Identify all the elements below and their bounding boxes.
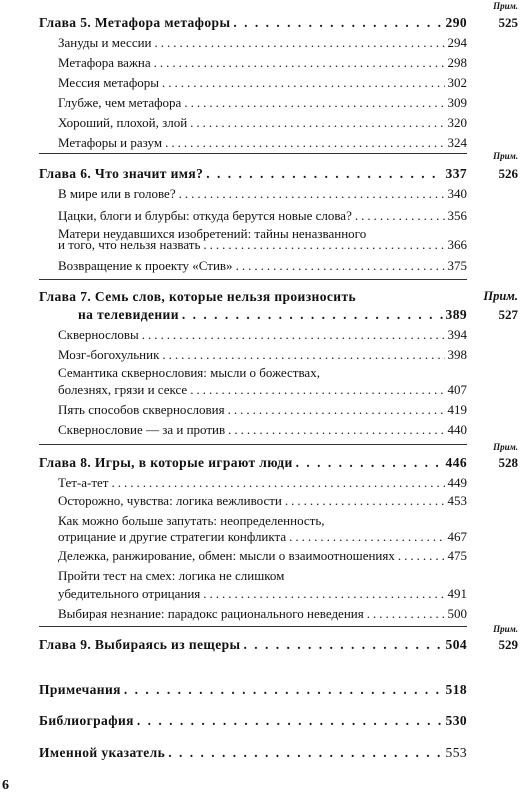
leader-dots [296, 456, 443, 470]
backmatter-page: 530 [445, 713, 467, 728]
section-title: Глубже, чем метафора [58, 95, 182, 110]
section-title: Цацки, блоги и блурбы: откуда берутся новые слова? [58, 208, 352, 223]
toc-section[interactable] [58, 587, 467, 600]
leader-dots [289, 530, 444, 543]
leader-dots [137, 714, 443, 728]
section-title: отрицание и другие стратегии конфликта [58, 529, 287, 544]
toc-chapter-7[interactable] [78, 308, 467, 322]
chapter-title-line1: Глава 7. Семь слов, которые нельзя произносить [39, 289, 357, 304]
leader-dots [203, 587, 444, 600]
backmatter-title: Библиография [39, 713, 134, 728]
prim-label: Прим. [483, 289, 518, 303]
section-page: 294 [447, 35, 467, 50]
leader-dots [124, 683, 443, 697]
section-page: 453 [447, 493, 467, 508]
section-title: Сквернословие — за и против [58, 422, 226, 437]
toc-chapter-5[interactable] [39, 16, 467, 30]
leader-dots [233, 16, 442, 30]
section-page: 475 [447, 548, 467, 563]
section-title: Метафора важна [58, 55, 151, 70]
chapter-title: на телевидении [78, 307, 179, 322]
chapter-page: 290 [445, 15, 467, 30]
leader-dots [228, 423, 444, 436]
section-title: Зануды и мессии [58, 35, 152, 50]
toc-section[interactable] [58, 136, 467, 149]
backmatter-page: 518 [445, 682, 467, 697]
leader-dots [190, 383, 444, 396]
leader-dots [203, 238, 444, 251]
toc-section[interactable] [58, 423, 467, 436]
backmatter-title: Именной указатель [39, 745, 166, 760]
section-title: В мире или в голове? [58, 186, 176, 201]
divider [39, 153, 467, 154]
toc-section[interactable] [58, 530, 467, 543]
section-page: 320 [447, 115, 467, 130]
chapter-page: 337 [445, 166, 467, 181]
prim-label: Прим. [493, 1, 518, 11]
section-title-line1: Пройти тест на смех: логика не слишком [58, 568, 285, 583]
toc-section[interactable] [58, 607, 467, 620]
section-title: убедительного отрицания [58, 586, 201, 601]
section-title: Пять способов сквернословия [58, 402, 225, 417]
leader-dots [142, 328, 445, 341]
section-page: 407 [447, 382, 467, 397]
leader-dots [111, 476, 444, 489]
toc-section[interactable] [58, 96, 467, 109]
leader-dots [206, 167, 442, 181]
prim-page: 525 [498, 15, 518, 30]
section-title: Мозг-богохульник [58, 347, 160, 362]
prim-page: 526 [498, 166, 518, 181]
section-title: Дележка, ранжирование, обмен: мысли о взаимоотношениях [58, 548, 395, 563]
divider [39, 279, 467, 280]
section-title-line1: Как можно больше запутать: неопределенность, [58, 513, 325, 528]
toc-section[interactable] [58, 383, 467, 396]
prim-label: Прим. [493, 151, 518, 161]
toc-section[interactable] [58, 238, 467, 251]
section-title: Сквернословы [58, 327, 139, 342]
leader-dots [285, 494, 445, 507]
leader-dots [155, 36, 445, 49]
toc-section[interactable] [58, 403, 467, 416]
leader-dots [243, 638, 442, 652]
prim-page: 529 [498, 637, 518, 652]
chapter-title: Глава 5. Метафора метафоры [39, 15, 231, 30]
section-page: 356 [447, 208, 467, 223]
leader-dots [398, 549, 445, 562]
leader-dots [165, 136, 444, 149]
toc-notes[interactable] [39, 683, 467, 697]
leader-dots [162, 348, 444, 361]
toc-section[interactable] [58, 76, 467, 89]
toc-name-index[interactable] [39, 746, 467, 760]
toc-section[interactable] [58, 494, 467, 507]
chapter-title: Глава 9. Выбираясь из пещеры [39, 637, 241, 652]
section-page: 398 [447, 347, 467, 362]
section-page: 302 [447, 75, 467, 90]
chapter-page: 389 [445, 307, 467, 322]
section-title-line1: Семантика сквернословия: мысли о божествах, [58, 365, 320, 380]
prim-page: 527 [498, 307, 518, 322]
section-title: и того, что нельзя назвать [58, 237, 201, 252]
section-page: 309 [447, 95, 467, 110]
toc-section[interactable] [58, 328, 467, 341]
toc-chapter-9[interactable] [39, 638, 467, 652]
chapter-title: Глава 6. Что значит имя? [39, 166, 204, 181]
section-page: 394 [447, 327, 467, 342]
section-title: Мессия метафоры [58, 75, 159, 90]
leader-dots [154, 56, 445, 69]
leader-dots [182, 308, 443, 322]
section-page: 375 [447, 258, 467, 273]
page-number: 6 [2, 778, 9, 793]
section-title: Осторожно, чувства: логика вежливости [58, 493, 282, 508]
section-title: Возвращение к проекту «Стив» [58, 258, 233, 273]
section-page: 366 [447, 237, 467, 252]
section-page: 449 [447, 475, 467, 490]
toc-chapter-8[interactable] [39, 456, 467, 470]
section-title-line1: Матери неудавшихся изобретений: тайны неназванного [58, 226, 367, 241]
leader-dots [367, 607, 445, 620]
toc-section[interactable] [58, 209, 467, 222]
section-title: Метафоры и разум [58, 135, 163, 150]
section-page: 491 [447, 586, 467, 601]
toc-section[interactable] [58, 259, 467, 272]
leader-dots [184, 96, 444, 109]
section-page: 467 [447, 529, 467, 544]
chapter-page: 446 [445, 455, 467, 470]
toc-section[interactable] [58, 187, 467, 200]
section-title: Тет-а-тет [58, 475, 109, 490]
prim-page: 528 [498, 455, 518, 470]
section-title: Выбирая незнание: парадокс рационального неведения [58, 606, 364, 621]
prim-label: Прим. [493, 624, 518, 634]
toc-section[interactable] [58, 116, 467, 129]
section-page: 324 [447, 135, 467, 150]
section-page: 500 [447, 606, 467, 621]
toc-bibliography[interactable] [39, 714, 467, 728]
toc-section[interactable] [58, 56, 467, 69]
section-title: Хороший, плохой, злой [58, 115, 188, 130]
leader-dots [168, 746, 442, 760]
toc-section[interactable] [58, 476, 467, 489]
section-page: 298 [447, 55, 467, 70]
toc-chapter-6[interactable] [39, 167, 467, 181]
section-page: 340 [447, 186, 467, 201]
toc-section[interactable] [58, 348, 467, 361]
backmatter-page: 553 [445, 745, 467, 760]
section-title: болезнях, грязи и сексе [58, 382, 188, 397]
prim-label: Прим. [493, 442, 518, 452]
chapter-page: 504 [445, 637, 467, 652]
chapter-title: Глава 8. Игры, в которые играют люди [39, 455, 293, 470]
leader-dots [228, 403, 445, 416]
toc-section[interactable] [58, 549, 467, 562]
divider [39, 626, 467, 627]
leader-dots [162, 76, 445, 89]
backmatter-title: Примечания [39, 682, 121, 697]
leader-dots [179, 187, 445, 200]
leader-dots [236, 259, 445, 272]
divider [39, 444, 467, 445]
leader-dots [190, 116, 444, 129]
section-page: 419 [447, 402, 467, 417]
section-page: 440 [447, 422, 467, 437]
toc-section[interactable] [58, 36, 467, 49]
leader-dots [355, 209, 445, 222]
